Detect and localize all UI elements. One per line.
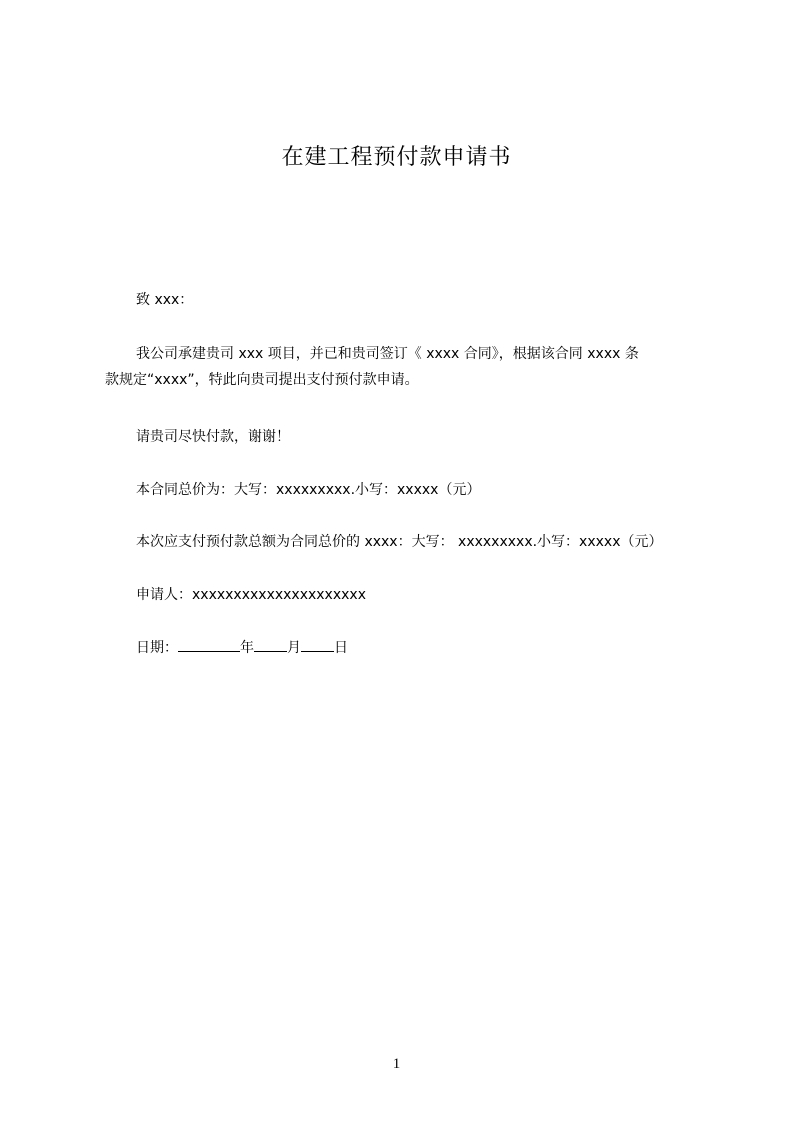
body-paragraph <box>105 341 705 393</box>
contract-total-line: 本合同总价为：大写：xxxxxxxxx.小写：xxxxx（元） <box>136 482 481 498</box>
applicant-line: 申请人：xxxxxxxxxxxxxxxxxxxxx <box>136 587 366 603</box>
payment-request: 请贵司尽快付款，谢谢！ <box>136 429 290 445</box>
date-label: 日期： <box>136 640 178 656</box>
year-label: 年 <box>240 640 254 656</box>
advance-amount-line: 本次应支付预付款总额为合同总价的 xxxx：大写： xxxxxxxxx.小写：xxxxx（元） <box>136 534 663 550</box>
year-blank <box>178 635 240 652</box>
date-line <box>136 635 348 661</box>
day-label: 日 <box>334 640 348 656</box>
page-number: 1 <box>392 1056 401 1072</box>
body-line-2: 款规定“xxxx”，特此向贵司提出支付预付款申请。 <box>105 372 419 388</box>
body-line-1: 我公司承建贵司 xxx 项目，并已和贵司签订《 xxxx 合同》，根据该合同 xxxx 条 <box>136 346 639 362</box>
month-label: 月 <box>287 640 301 656</box>
month-blank <box>254 635 287 652</box>
salutation: 致 xxx： <box>136 292 194 308</box>
document-title: 在建工程预付款申请书 <box>281 145 512 170</box>
day-blank <box>301 635 334 652</box>
